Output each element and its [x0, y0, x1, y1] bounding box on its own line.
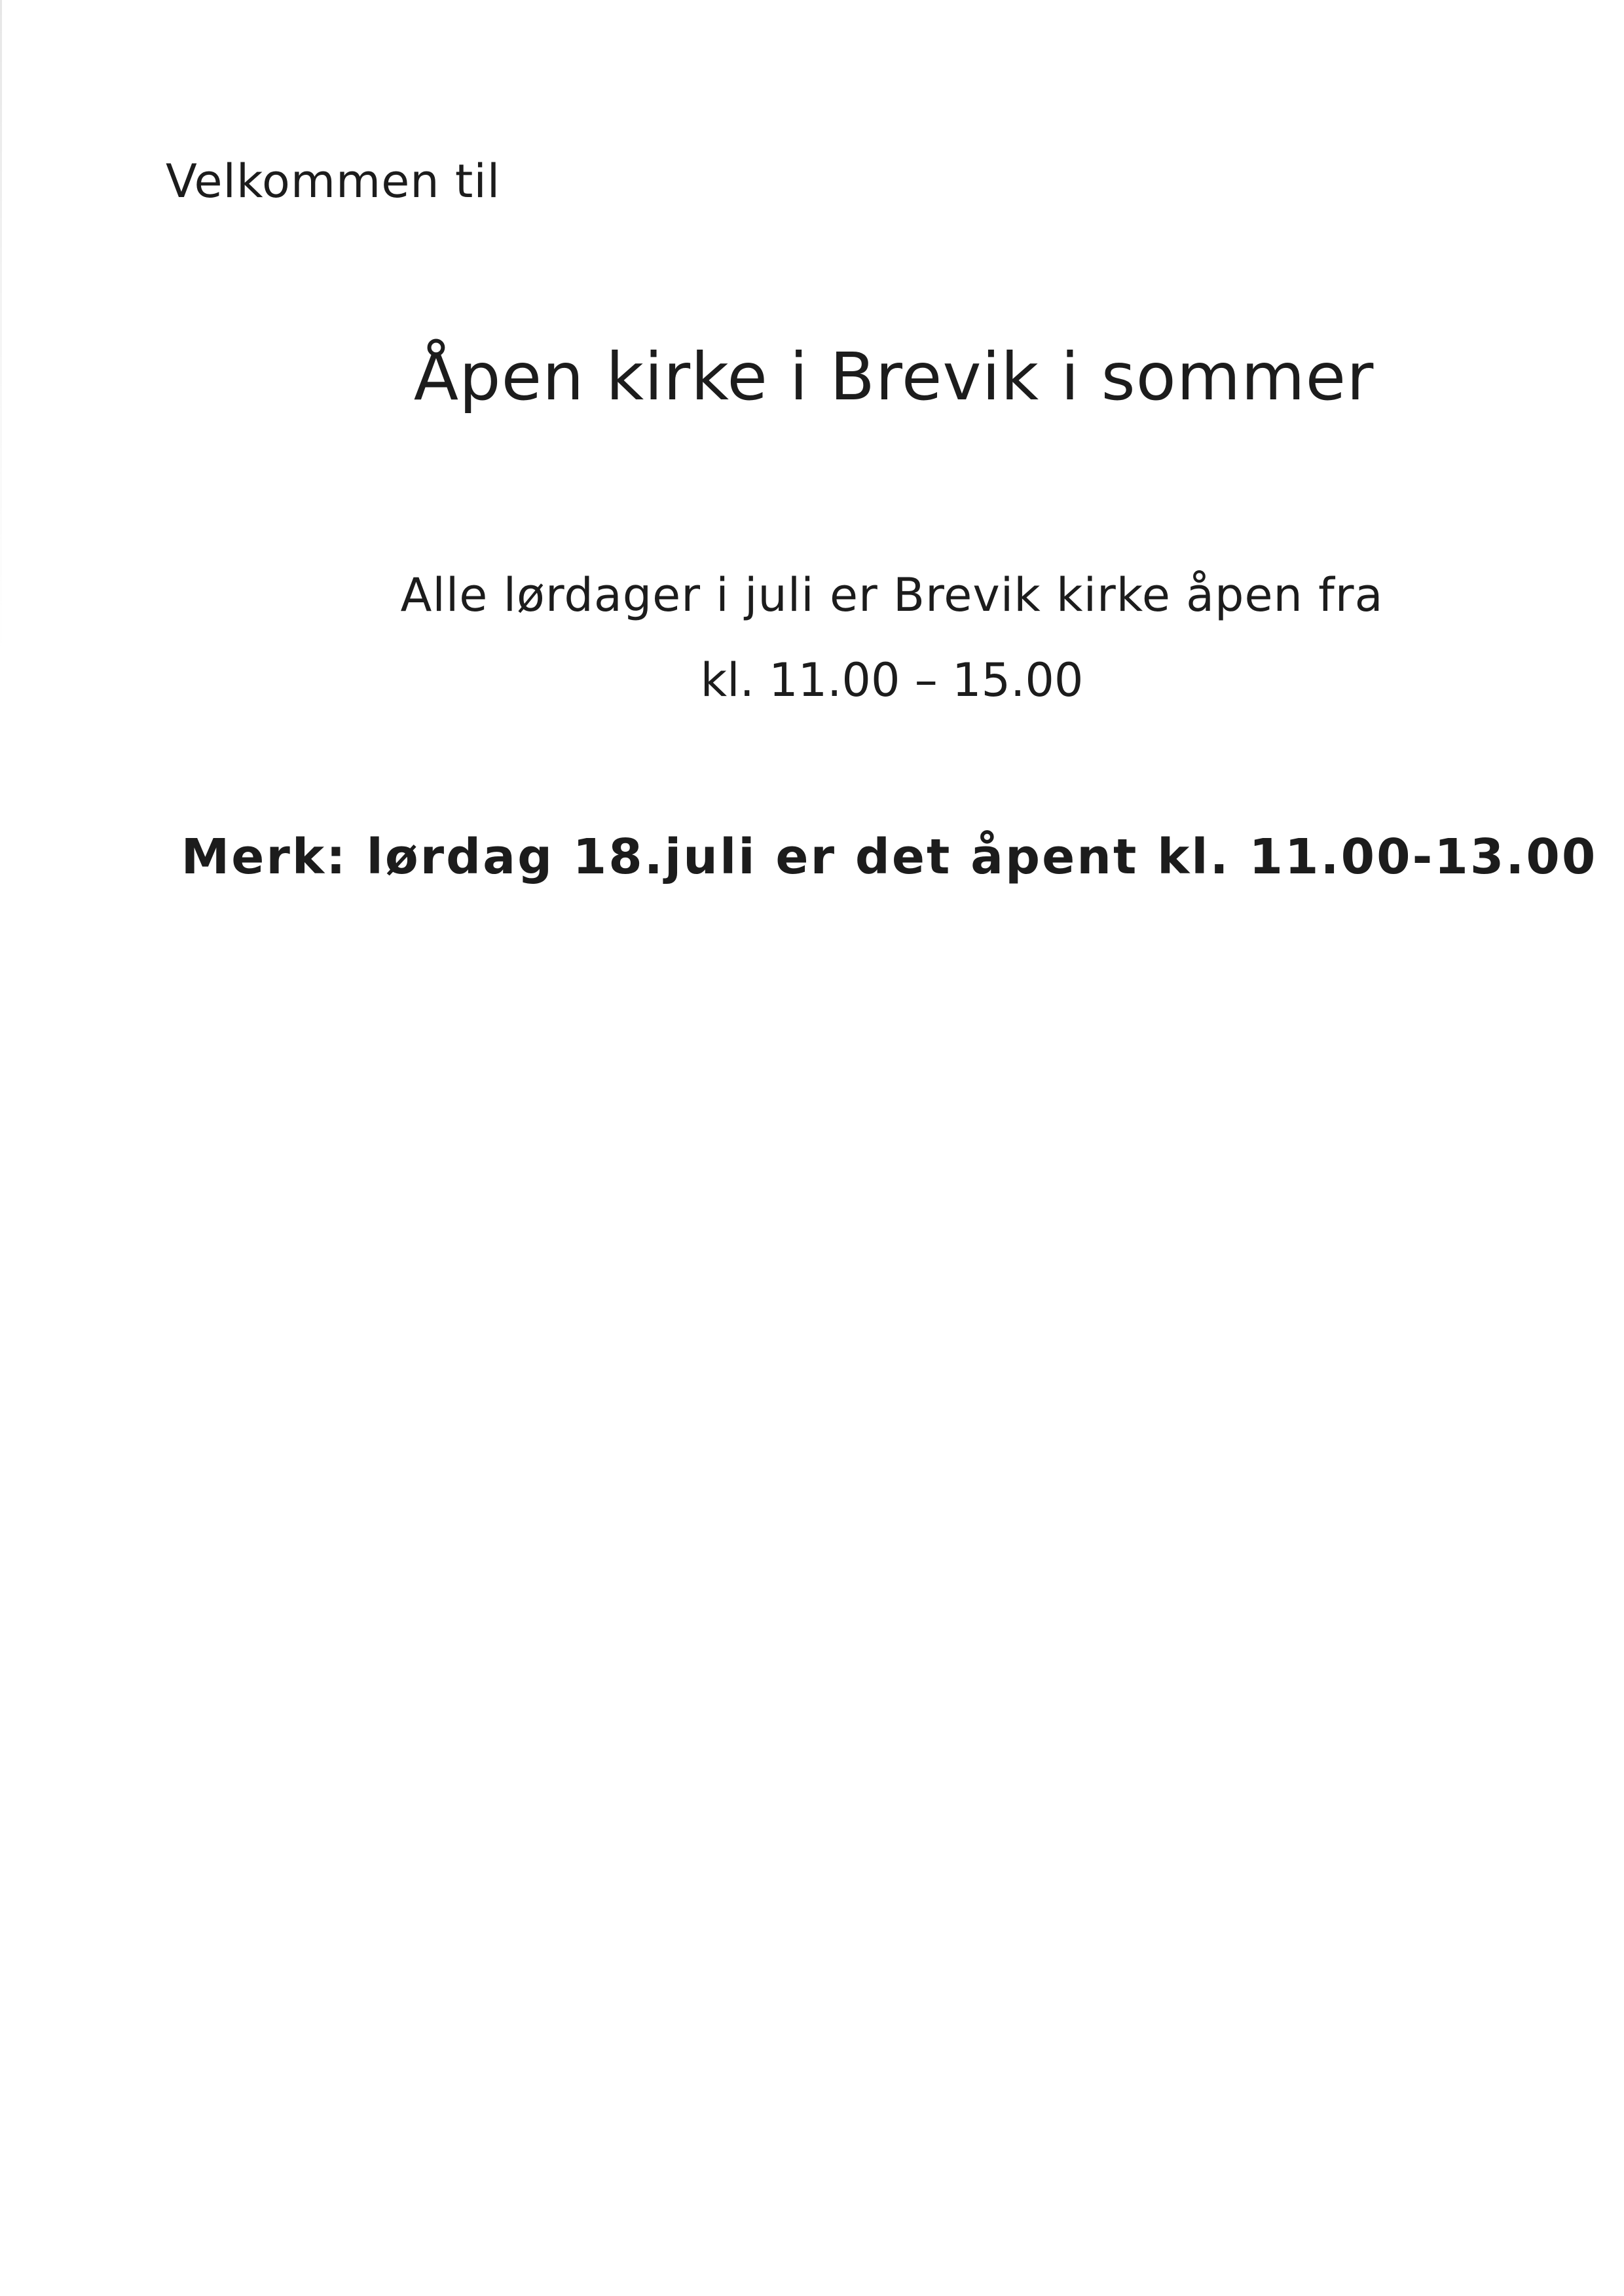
greeting-text: Velkommen til — [166, 155, 501, 208]
exception-note-text: Merk: lørdag 18.juli er det åpent kl. 11.00-13.00 — [181, 829, 1598, 885]
opening-hours-text: kl. 11.00 – 15.00 — [700, 653, 1084, 707]
opening-info-text: Alle lørdager i juli er Brevik kirke åpen fra — [400, 568, 1384, 622]
notice-title: Åpen kirke i Brevik i sommer — [413, 338, 1375, 415]
